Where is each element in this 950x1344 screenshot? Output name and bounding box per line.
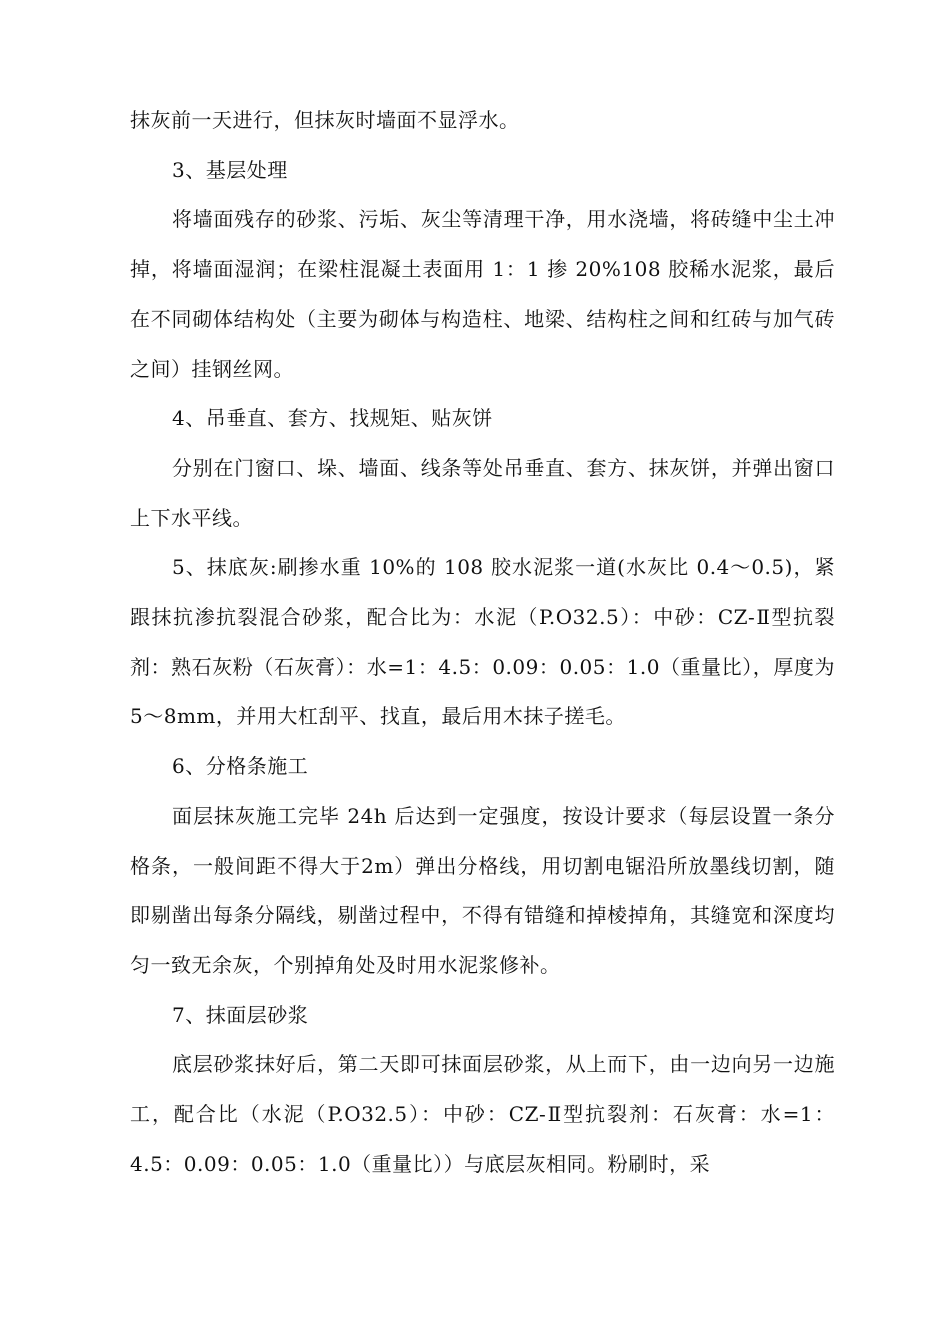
section-heading-7: 7、抹面层砂浆 <box>172 1002 309 1027</box>
paragraph-base-coat: 5、抹底灰:刷掺水重 10%的 108 胶水泥浆一道(水灰比 0.4～0.5)，紧跟抹抗渗抗裂混合砂浆，配合比为：水泥（P.O32.5）：中砂：CZ-Ⅱ型抗裂剂：熟石灰粉（石灰膏）：水=1：4.5：0.09：0.05：1.0（重量比），厚度为 5～8mm，并用大杠刮平、找直，最后用木抹子搓毛。 <box>130 555 835 729</box>
paragraph-divider-strips: 面层抹灰施工完毕 24h 后达到一定强度，按设计要求（每层设置一条分格条，一般间距不得大于2m）弹出分格线，用切割电锯沿所放墨线切割，随即剔凿出每条分隔线，剔凿过程中，不得有错缝和掉棱掉角，其缝宽和深度均匀一致无余灰，个别掉角处及时用水泥浆修补。 <box>130 803 835 977</box>
paragraph-surface-mortar: 底层砂浆抹好后，第二天即可抹面层砂浆，从上而下，由一边向另一边施工，配合比（水泥（P.O32.5）：中砂：CZ-Ⅱ型抗裂剂：石灰膏：水=1：4.5：0.09：0.05：1.0（重量比））与底层灰相同。粉刷时，采 <box>130 1052 835 1176</box>
section-heading-3: 3、基层处理 <box>172 157 288 182</box>
paragraph-continuation: 抹灰前一天进行，但抹灰时墙面不显浮水。 <box>130 108 520 132</box>
section-heading-4: 4、吊垂直、套方、找规矩、贴灰饼 <box>172 406 493 431</box>
document-body <box>130 96 835 1189</box>
paragraph-base-treatment: 将墙面残存的砂浆、污垢、灰尘等清理干净，用水浇墙，将砖缝中尘土冲掉，将墙面湿润；在梁柱混凝土表面用 1：1 掺 20%108 胶稀水泥浆，最后在不同砌体结构处（主要为砌体与构造柱、地梁、结构柱之间和红砖与加气砖之间）挂钢丝网。 <box>130 207 835 381</box>
section-heading-6: 6、分格条施工 <box>172 754 309 779</box>
paragraph-plumb-square: 分别在门窗口、垛、墙面、线条等处吊垂直、套方、抹灰饼，并弹出窗口上下水平线。 <box>130 455 835 530</box>
